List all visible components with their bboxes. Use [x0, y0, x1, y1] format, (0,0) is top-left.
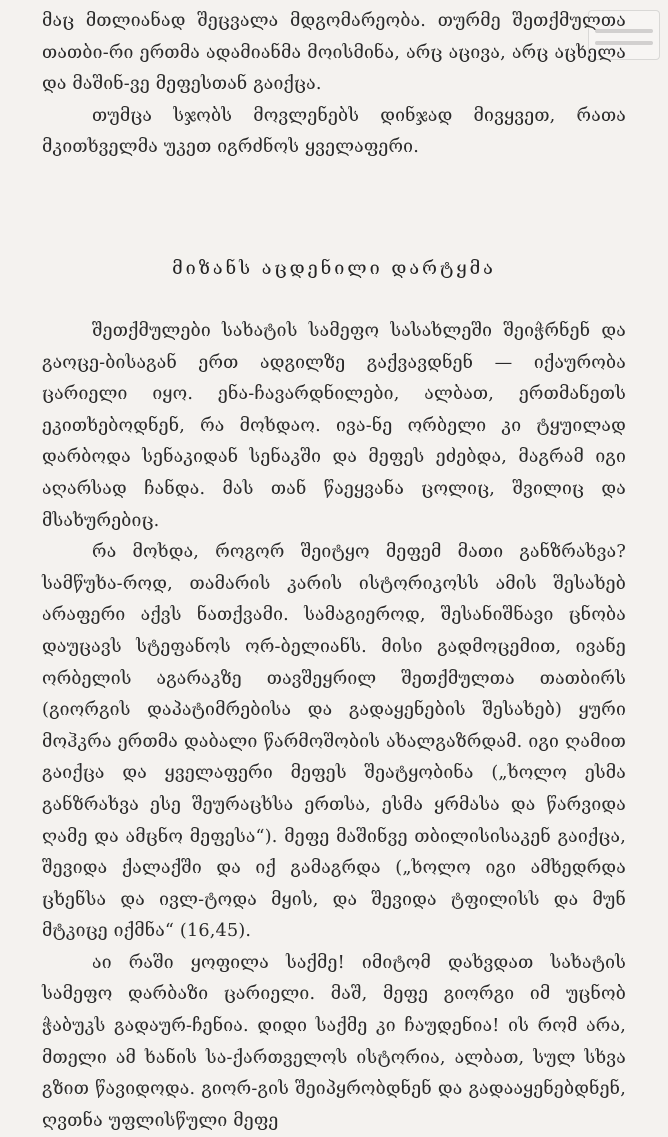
paragraph-continuation: მაც მთლიანად შეცვალა მდგომარეობა. თურმე შეთქმულთა თათბი-რი ერთმა ადამიანმა მოისმინა, არც აცივა, არც აცხელა და მაშინ-ვე მეფესთან გაიქცა.	[42, 11, 626, 95]
top-text	[42, 6, 626, 164]
paragraph: შეთქმულები სახატის სამეფო სასახლეში შეიჭრნენ და გაოცე-ბისაგან ერთ ადგილზე გაქვავდნენ — იქაურობა ცარიელი იყო. ენა-ჩავარდნილები, ალბათ, ერთმანეთს ეკითხებოდნენ, რა მოხდაო. ივა-ნე ორბელი კი ტყუილად დარბოდა სენაკიდან სენაკში და მეფეს ეძებდა, მაგრამ იგი აღარსად ჩანდა. მას თან წაეყვანა ცოლიც, შვილიც და მსახურებიც.	[42, 321, 626, 531]
paragraph: აი რაში ყოფილა საქმე! იმიტომ დახვდათ სახატის სამეფო დარბაზი ცარიელი. მაშ, მეფე გიორგი იმ უცნობ ჭაბუკს გადაურ-ჩენია. დიდი საქმე კი ჩაუდენია! ის რომ არა, მთელი ამ ხანის სა-ქართველოს ისტორია, ალბათ, სულ სხვა გზით წავიდოდა. გიორ-გის შეიპყრობდნენ და გადააყენებდნენ, ღვთნა უფლისწული მეფე	[42, 952, 626, 1131]
paragraph: თუმცა სჯობს მოვლენებს დინჯად მივყვეთ, რათა მკითხველმა უკეთ იგრძნოს ყველაფერი.	[42, 105, 626, 158]
section-heading: მიზანს აცდენილი დარტყმა	[172, 258, 496, 279]
section-body	[42, 316, 626, 1137]
paragraph: რა მოხდა, როგორ შეიტყო მეფემ მათი განზრახვა? სამწუხა-როდ, თამარის კარის ისტორიკოსს ამის შესახებ არაფერი აქვს ნათქვამი. სამაგიეროდ, შესანიშნავი ცნობა დაუცავს სტეფანოს ორ-ბელიანს. მისი გადმოცემით, ივანე ორბელის აგარაკზე თავშეყრილ შეთქმულთა თათბირს (გიორგის დაპატიმრებისა და გადაყენების შესახებ) ყური მოჰკრა ერთმა დაბალი წარმოშობის ახალგაზრდამ. იგი ღამით გაიქცა და ყველაფერი მეფეს შეატყობინა („ხოლო ესმა განზრახვა ესე შეურაცხსა ერთსა, ესმა ყრმასა და წარვიდა ღამე და ამცნო მეფესა“). მეფე მაშინვე თბილისისაკენ გაიქცა, შევიდა ქალაქში და იქ გამაგრდა („ხოლო იგი ამხედრდა ცხენსა და ივლ-ტოდა მყის, და შევიდა ტფილისს და მუნ მტკიცე იქმნა“ (16,45).	[42, 542, 626, 942]
